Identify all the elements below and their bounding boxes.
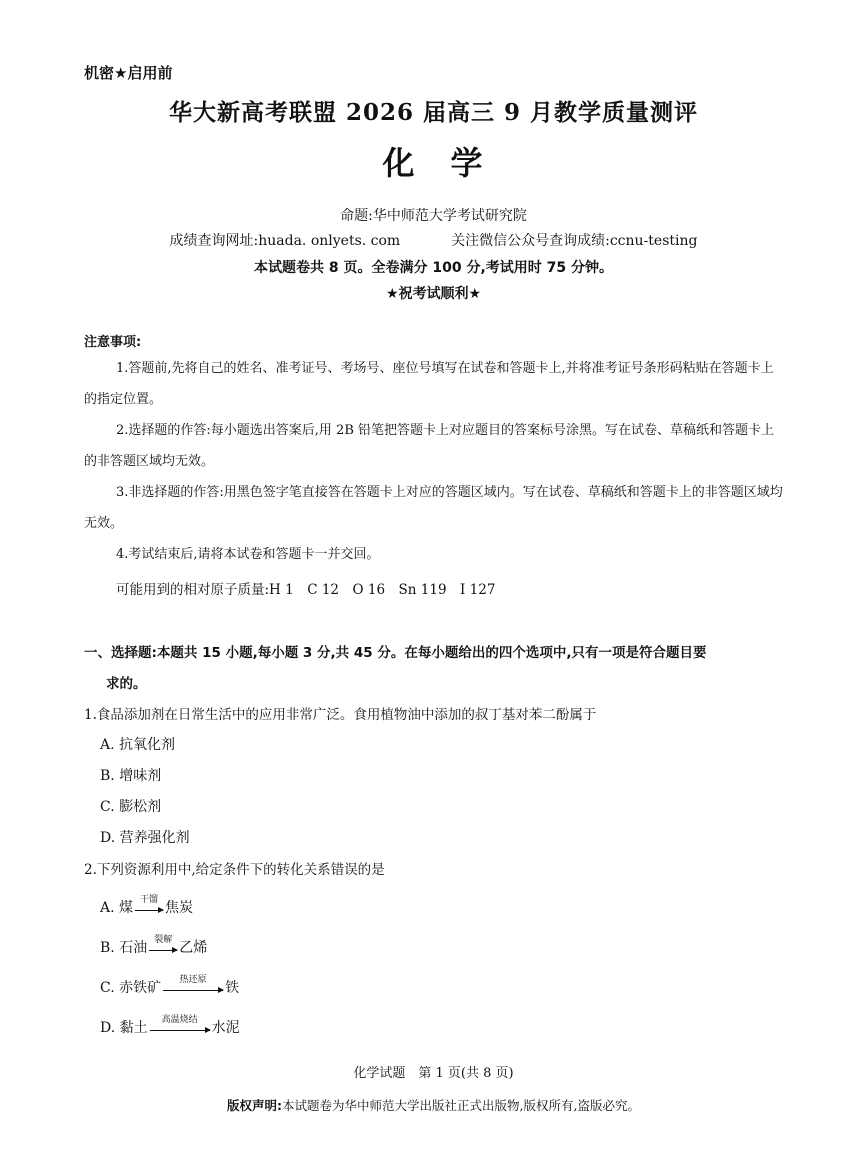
section-heading-line-1: 一、选择题:本题共 15 小题,每小题 3 分,共 45 分。在每小题给出的四个选项中,只有一项是符合题目要	[84, 645, 707, 661]
section-heading-line-2: 求的。	[106, 676, 147, 692]
option-label: B. 石油	[100, 940, 148, 956]
question-2-stem: 2.下列资源利用中,给定条件下的转化关系错误的是	[84, 862, 385, 878]
copyright-text: 本试题卷为华中师范大学出版社正式出版物,版权所有,盗版必究。	[282, 1098, 640, 1113]
option-product: 水泥	[211, 1020, 240, 1036]
note-item-3: 3.非选择题的作答:用黑色签字笔直接答在答题卡上对应的答题区域内。写在试卷、草稿纸和答题卡上的非答题区域均无效。	[84, 485, 783, 531]
query-wechat: 关注微信公众号查询成绩:ccnu-testing	[451, 233, 698, 249]
copyright-label: 版权声明:	[227, 1098, 283, 1113]
option-label: A. 煤	[100, 900, 134, 916]
subject-title: 化 学	[382, 144, 485, 182]
question-1-option-d: D. 营养强化剂	[100, 830, 190, 846]
wish-line: ★祝考试顺利★	[385, 286, 482, 302]
query-web: 成绩查询网址:huada. onlyets. com	[169, 233, 401, 249]
page-footer: 化学试题 第 1 页(共 8 页)	[353, 1066, 514, 1081]
reaction-condition: 热还原	[179, 974, 207, 985]
copyright-notice	[0, 1096, 867, 1114]
reaction-condition: 裂解	[154, 934, 173, 945]
option-label: C. 赤铁矿	[100, 980, 162, 996]
reaction-condition: 高温烧结	[161, 1014, 198, 1025]
note-item-4: 4.考试结束后,请将本试卷和答题卡一并交回。	[116, 547, 380, 562]
notes-title: 注意事项:	[84, 335, 142, 350]
section-heading	[84, 638, 789, 700]
option-product: 乙烯	[179, 940, 208, 956]
option-product: 焦炭	[165, 900, 194, 916]
atomic-mass-line: 可能用到的相对原子质量:H 1 C 12 O 16 Sn 119 I 127	[116, 582, 496, 598]
question-2-option-c	[100, 974, 240, 997]
question-1-stem: 1.食品添加剂在日常生活中的应用非常广泛。食用植物油中添加的叔丁基对苯二酚属于	[84, 707, 597, 723]
reaction-arrow	[149, 934, 177, 951]
question-2-option-b	[100, 934, 208, 957]
note-item-1: 1.答题前,先将自己的姓名、准考证号、考场号、座位号填写在试卷和答题卡上,并将准考证号条形码粘贴在答题卡上的指定位置。	[84, 361, 774, 407]
note-item-2: 2.选择题的作答:每小题选出答案后,用 2B 铅笔把答题卡上对应题目的答案标号涂黑。写在试卷、草稿纸和答题卡上的非答题区域均无效。	[84, 423, 775, 469]
question-2-option-d	[100, 1014, 240, 1037]
option-label: D. 黏土	[100, 1020, 148, 1036]
reaction-arrow	[150, 1014, 210, 1031]
question-1-option-c: C. 膨松剂	[100, 799, 162, 815]
author-line: 命题:华中师范大学考试研究院	[340, 208, 527, 224]
reaction-condition: 干馏	[140, 894, 159, 905]
reaction-arrow	[163, 974, 223, 991]
secret-label: 机密★启用前	[84, 64, 173, 82]
question-1-option-b: B. 增味剂	[100, 768, 162, 784]
reaction-arrow	[135, 894, 163, 911]
option-product: 铁	[225, 980, 240, 996]
query-line	[0, 230, 867, 250]
exam-title: 华大新高考联盟 2026 届高三 9 月教学质量测评	[168, 99, 699, 126]
question-2-option-a	[100, 894, 194, 917]
exam-info: 本试题卷共 8 页。全卷满分 100 分,考试用时 75 分钟。	[253, 260, 613, 276]
question-1-option-a: A. 抗氧化剂	[100, 737, 176, 753]
